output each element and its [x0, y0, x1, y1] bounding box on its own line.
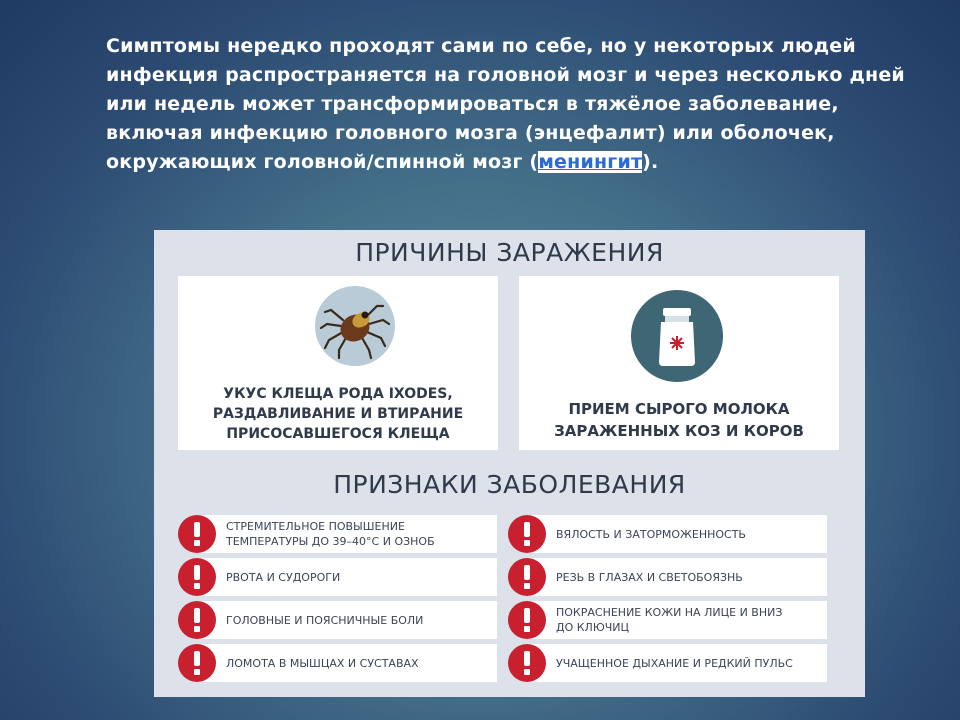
tick-caption-line-1: УКУС КЛЕЩА РОДА IXODES,: [223, 386, 453, 402]
symptom-text-line-1: УЧАЩЕННОЕ ДЫХАНИЕ И РЕДКИЙ ПУЛЬС: [556, 656, 793, 670]
symptom-item: [194, 644, 497, 682]
alert-icon: [508, 644, 546, 682]
milk-caption-line-1: ПРИЕМ СЫРОГО МОЛОКА: [568, 400, 790, 418]
infographic-panel: [154, 230, 865, 697]
alert-icon: [178, 558, 216, 596]
symptom-text-line-2: ТЕМПЕРАТУРЫ ДО 39–40°С И ОЗНОБ: [226, 535, 435, 548]
symptom-item: [194, 601, 497, 639]
symptom-text-line-1: ВЯЛОСТЬ И ЗАТОРМОЖЕННОСТЬ: [556, 527, 746, 541]
intro-text-end: ).: [642, 151, 659, 173]
intro-paragraph: [106, 32, 936, 177]
symptom-item: [524, 558, 827, 596]
tick-caption-line-3: ПРИСОСАВШЕГОСЯ КЛЕЩА: [226, 426, 450, 442]
tick-caption-line-2: РАЗДАВЛИВАНИЕ И ВТИРАНИЕ: [212, 406, 464, 422]
signs-title: ПРИЗНАКИ ЗАБОЛЕВАНИЯ: [333, 470, 686, 499]
milk-caption-line-2: ЗАРАЖЕННЫХ КОЗ И КОРОВ: [554, 422, 804, 440]
tick-icon: [313, 284, 397, 368]
symptom-item: [524, 515, 827, 553]
alert-icon: [508, 601, 546, 639]
alert-icon: [508, 558, 546, 596]
symptom-text-line-1: ЛОМОТА В МЫШЦАХ И СУСТАВАХ: [226, 656, 419, 670]
symptom-item: [194, 558, 497, 596]
intro-text: Симптомы нередко проходят сами по себе, но у некоторых людей инфекция распространяется на головной мозг и через несколько дней или недель может трансформироваться в тяжёлое заболевание, включая инфекцию головного мозга (энцефалит) или оболочек, окружающих головной/спинной мозг (: [106, 35, 905, 173]
alert-icon: [178, 601, 216, 639]
milk-card: [519, 276, 839, 450]
meningitis-link[interactable]: менингит: [538, 151, 643, 173]
alert-icon: [508, 515, 546, 553]
symptom-text-line-1: ПОКРАСНЕНИЕ КОЖИ НА ЛИЦЕ И ВНИЗ: [556, 606, 783, 619]
symptom-text-line-2: ДО КЛЮЧИЦ: [556, 621, 630, 634]
symptom-item: [524, 601, 827, 639]
alert-icon: [178, 515, 216, 553]
tick-card: [178, 276, 498, 450]
symptom-text-line-1: ГОЛОВНЫЕ И ПОЯСНИЧНЫЕ БОЛИ: [226, 613, 424, 627]
alert-icon: [178, 644, 216, 682]
milk-can-icon: [629, 288, 725, 384]
symptom-text-line-1: РЕЗЬ В ГЛАЗАХ И СВЕТОБОЯЗНЬ: [556, 570, 743, 584]
symptom-text-line-1: СТРЕМИТЕЛЬНОЕ ПОВЫШЕНИЕ: [226, 520, 405, 533]
symptom-text-line-1: РВОТА И СУДОРОГИ: [226, 570, 341, 584]
symptom-item: [194, 515, 497, 553]
causes-title: ПРИЧИНЫ ЗАРАЖЕНИЯ: [355, 238, 664, 267]
symptom-item: [524, 644, 827, 682]
